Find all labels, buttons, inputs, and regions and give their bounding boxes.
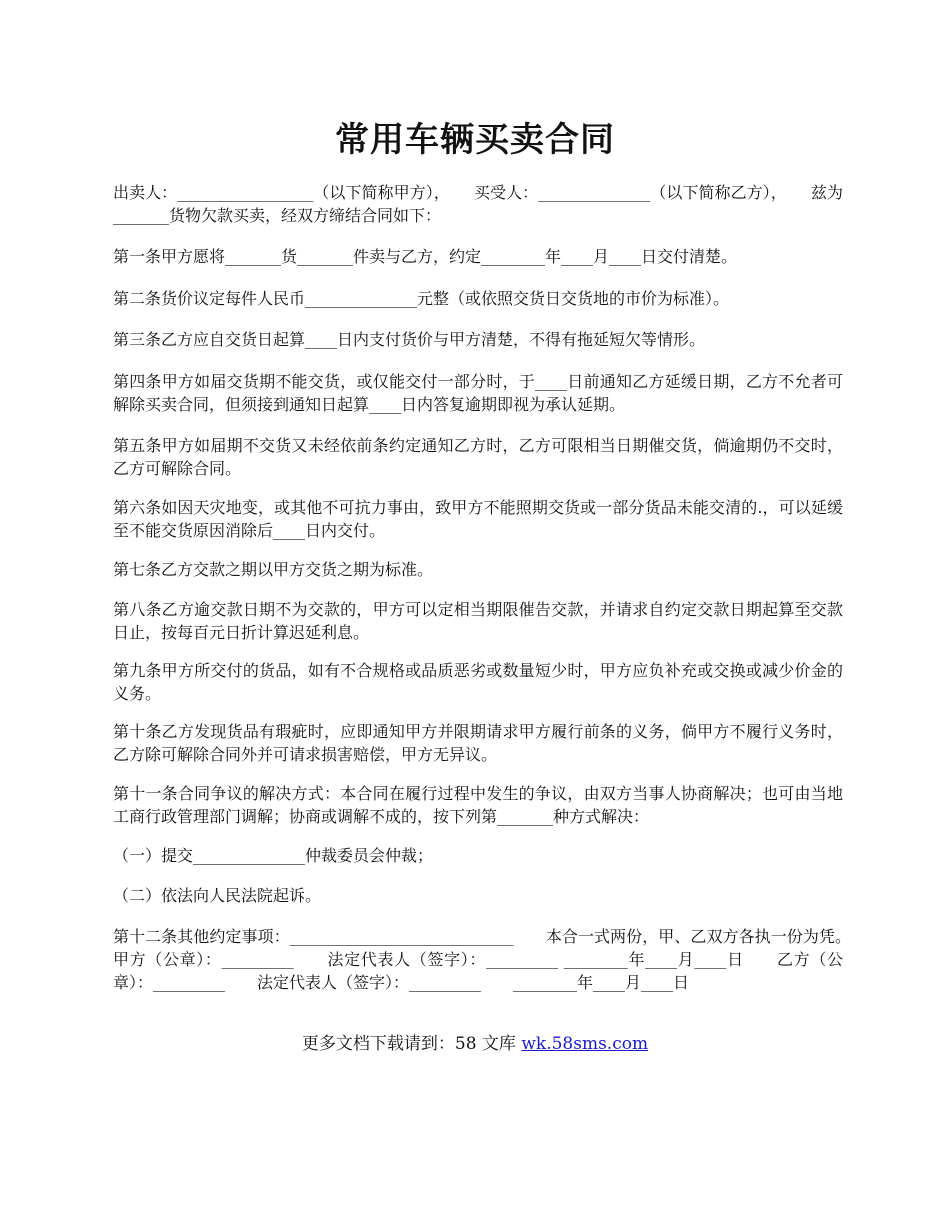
document-title: 常用车辆买卖合同 — [335, 120, 615, 160]
download-footer — [0, 1033, 950, 1056]
article-5: 第五条甲方如届期不交货又未经依前条约定通知乙方时，乙方可限相当日期催交货，倘逾期仍不交时，乙方可解除合同。 — [113, 436, 843, 478]
article-7: 第七条乙方交款之期以甲方交货之期为标准。 — [113, 560, 434, 579]
article-11: 第十一条合同争议的解决方式：本合同在履行过程中发生的争议，由双方当事人协商解决；也可由当地工商行政管理部门调解；协商或调解不成的，按下列第_______种方式解决： — [113, 784, 843, 826]
article-1: 第一条甲方愿将_______货_______件卖与乙方，约定________年____月____日交付清楚。 — [113, 247, 738, 266]
article-4: 第四条甲方如届交货期不能交货，或仅能交付一部分时，于____日前通知乙方延缓日期，乙方不允者可解除买卖合同，但须接到通知日起算____日内答复逾期即视为承认延期。 — [113, 372, 843, 414]
article-11-option-2: （二）依法向人民法院起诉。 — [113, 886, 322, 905]
article-2: 第二条货价议定每件人民币______________元整（或依照交货日交货地的市价为标准）。 — [113, 289, 730, 308]
article-11-option-1: （一）提交______________仲裁委员会仲裁； — [113, 846, 434, 865]
parties-paragraph: 出卖人：_________________（以下简称甲方）， 买受人：______________（以下简称乙方）， 兹为_______货物欠款买卖，经双方缔结合同如下： — [113, 183, 843, 225]
article-12-signatures: 第十二条其他约定事项：____________________________ 本合一式两份，甲、乙双方各执一份为凭。 甲方（公章）：_________ 法定代表人（签字）：_________ ________年____月____日 乙方（公章）：_________ 法定代表人（签字）：_________ ________年____月____日 — [113, 927, 876, 992]
footer-text: 更多文档下载请到：58 文库 — [301, 1034, 522, 1054]
article-10: 第十条乙方发现货品有瑕疵时，应即通知甲方并限期请求甲方履行前条的义务，倘甲方不履行义务时，乙方除可解除合同外并可请求损害赔偿，甲方无异议。 — [113, 722, 843, 764]
article-8: 第八条乙方逾交款日期不为交款的，甲方可以定相当期限催告交款，并请求自约定交款日期起算至交款日止，按每百元日折计算迟延利息。 — [113, 600, 843, 642]
article-3: 第三条乙方应自交货日起算____日内支付货价与甲方清楚，不得有拖延短欠等情形。 — [113, 330, 706, 349]
article-6: 第六条如因天灾地变，或其他不可抗力事由，致甲方不能照期交货或一部分货品未能交清的.，可以延缓至不能交货原因消除后____日内交付。 — [113, 498, 843, 540]
footer-link[interactable]: wk.58sms.com — [521, 1034, 649, 1054]
article-9: 第九条甲方所交付的货品，如有不合规格或品质恶劣或数量短少时，甲方应负补充或交换或减少价金的义务。 — [113, 661, 843, 703]
